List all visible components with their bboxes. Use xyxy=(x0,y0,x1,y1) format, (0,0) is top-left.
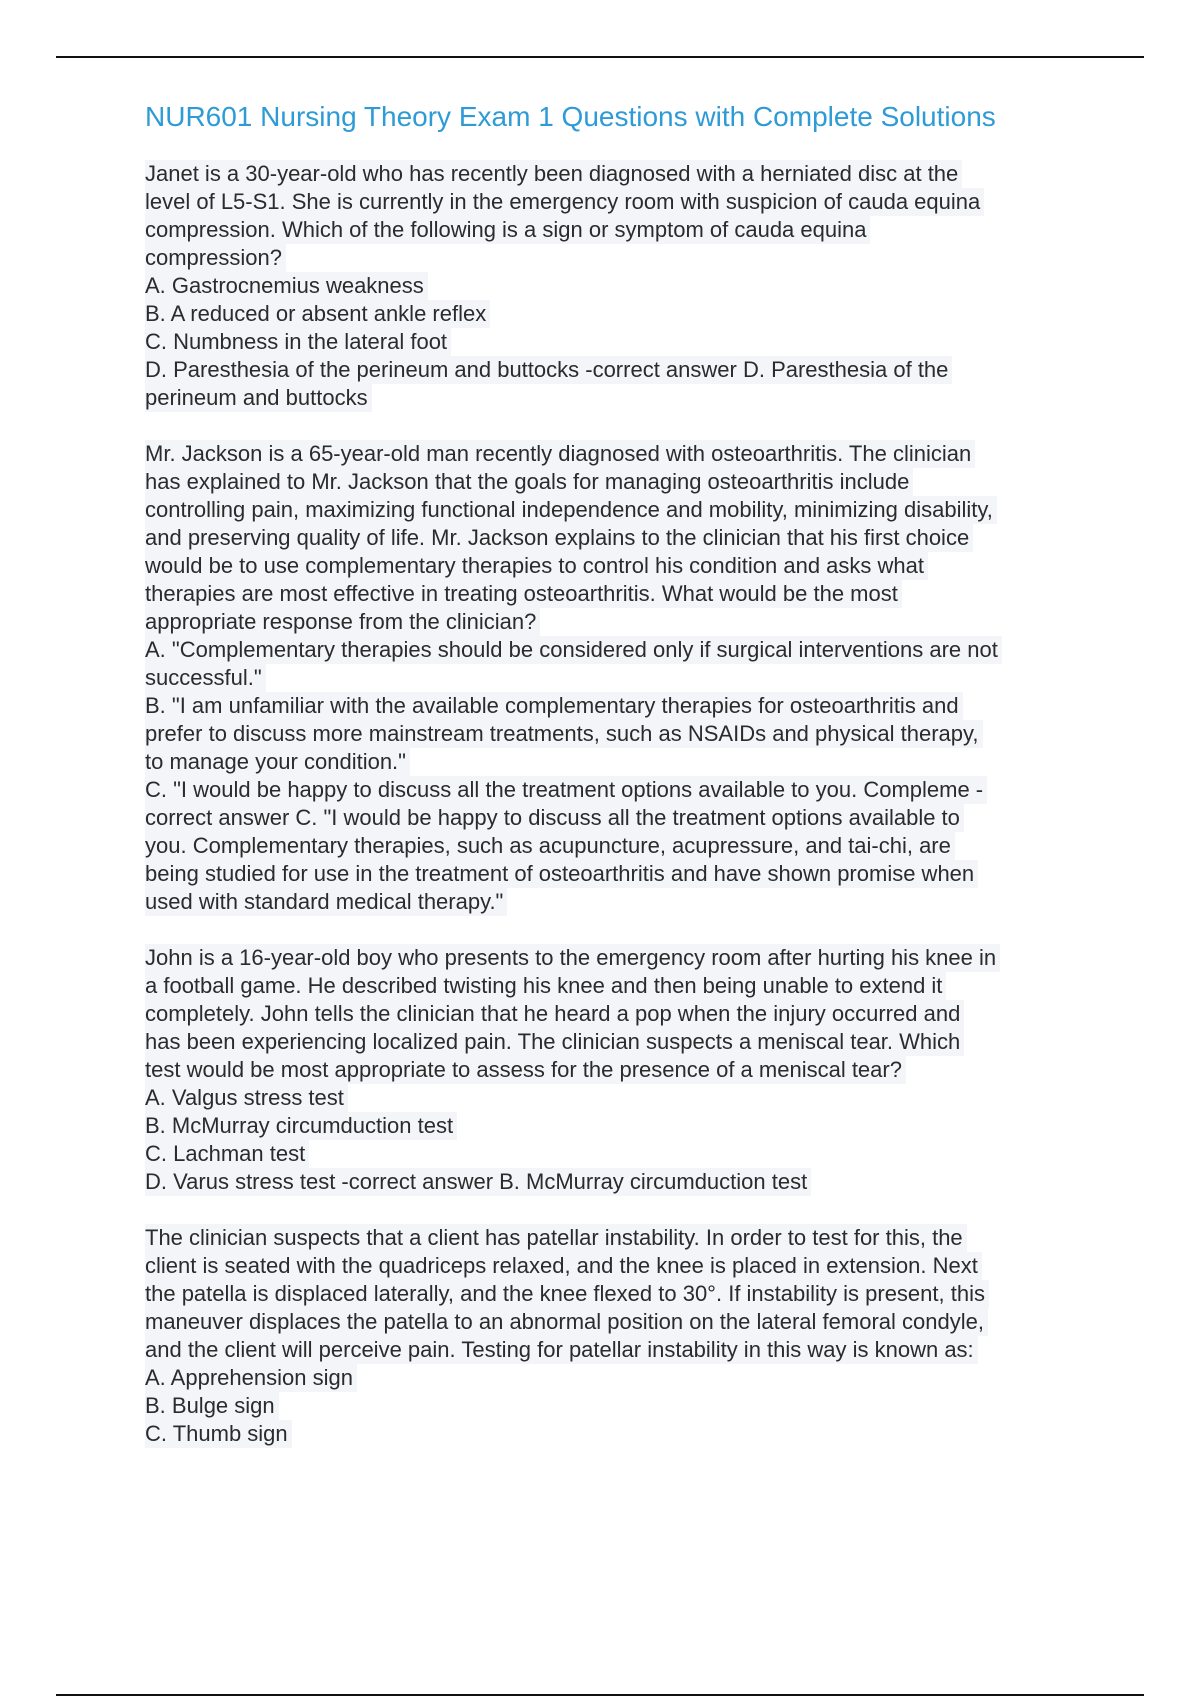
answer-option: A. Gastrocnemius weakness xyxy=(145,272,428,300)
answer-option: A. "Complementary therapies should be considered only if surgical interventions are not xyxy=(145,636,1002,664)
answer-option: B. McMurray circumduction test xyxy=(145,1112,457,1140)
answer-option: A. Valgus stress test xyxy=(145,1084,348,1112)
question-line: completely. John tells the clinician that he heard a pop when the injury occurred and xyxy=(145,1000,964,1028)
answer-option: B. "I am unfamiliar with the available complementary therapies for osteoarthritis and xyxy=(145,692,963,720)
answer-option: perineum and buttocks xyxy=(145,384,372,412)
answer-option: prefer to discuss more mainstream treatments, such as NSAIDs and physical therapy, xyxy=(145,720,983,748)
answer-option: D. Varus stress test -correct answer B. McMurray circumduction test xyxy=(145,1168,811,1196)
answer-option: C. Lachman test xyxy=(145,1140,309,1168)
question-line: therapies are most effective in treating osteoarthritis. What would be the most xyxy=(145,580,902,608)
question-line: compression. Which of the following is a sign or symptom of cauda equina xyxy=(145,216,870,244)
question-block xyxy=(145,160,1085,412)
answer-option: being studied for use in the treatment of osteoarthritis and have shown promise when xyxy=(145,860,978,888)
document-page xyxy=(145,98,1085,1476)
answer-option: used with standard medical therapy." xyxy=(145,888,507,916)
question-block xyxy=(145,944,1085,1196)
question-line: maneuver displaces the patella to an abnormal position on the lateral femoral condyle, xyxy=(145,1308,988,1336)
question-line: Janet is a 30-year-old who has recently been diagnosed with a herniated disc at the xyxy=(145,160,962,188)
question-line: controlling pain, maximizing functional independence and mobility, minimizing disability, xyxy=(145,496,997,524)
top-rule xyxy=(56,56,1144,58)
answer-option: A. Apprehension sign xyxy=(145,1364,357,1392)
question-line: test would be most appropriate to assess for the presence of a meniscal tear? xyxy=(145,1056,906,1084)
question-line: has explained to Mr. Jackson that the goals for managing osteoarthritis include xyxy=(145,468,913,496)
question-line: the patella is displaced laterally, and the knee flexed to 30°. If instability is present, this xyxy=(145,1280,989,1308)
question-line: client is seated with the quadriceps relaxed, and the knee is placed in extension. Next xyxy=(145,1252,982,1280)
question-block xyxy=(145,440,1085,916)
question-line: The clinician suspects that a client has patellar instability. In order to test for this, the xyxy=(145,1224,967,1252)
question-line: and the client will perceive pain. Testing for patellar instability in this way is known as: xyxy=(145,1336,978,1364)
question-line: appropriate response from the clinician? xyxy=(145,608,540,636)
answer-option: successful." xyxy=(145,664,266,692)
answer-option: correct answer C. "I would be happy to discuss all the treatment options available to xyxy=(145,804,964,832)
document-title: NUR601 Nursing Theory Exam 1 Questions with Complete Solutions xyxy=(145,101,996,132)
question-line: level of L5-S1. She is currently in the emergency room with suspicion of cauda equina xyxy=(145,188,984,216)
question-line: has been experiencing localized pain. The clinician suspects a meniscal tear. Which xyxy=(145,1028,964,1056)
question-line: Mr. Jackson is a 65-year-old man recently diagnosed with osteoarthritis. The clinician xyxy=(145,440,975,468)
answer-option: C. "I would be happy to discuss all the treatment options available to you. Compleme - xyxy=(145,776,987,804)
question-block xyxy=(145,1224,1085,1448)
answer-option: C. Numbness in the lateral foot xyxy=(145,328,451,356)
question-line: would be to use complementary therapies to control his condition and asks what xyxy=(145,552,928,580)
question-line: a football game. He described twisting his knee and then being unable to extend it xyxy=(145,972,946,1000)
answer-option: to manage your condition." xyxy=(145,748,410,776)
answer-option: B. Bulge sign xyxy=(145,1392,279,1420)
question-line: John is a 16-year-old boy who presents to the emergency room after hurting his knee in xyxy=(145,944,1000,972)
question-line: compression? xyxy=(145,244,286,272)
answer-option: you. Complementary therapies, such as acupuncture, acupressure, and tai-chi, are xyxy=(145,832,955,860)
answer-option: B. A reduced or absent ankle reflex xyxy=(145,300,490,328)
question-line: and preserving quality of life. Mr. Jackson explains to the clinician that his first choice xyxy=(145,524,973,552)
answer-option: D. Paresthesia of the perineum and buttocks -correct answer D. Paresthesia of the xyxy=(145,356,952,384)
bottom-rule xyxy=(56,1694,1144,1696)
answer-option: C. Thumb sign xyxy=(145,1420,292,1448)
